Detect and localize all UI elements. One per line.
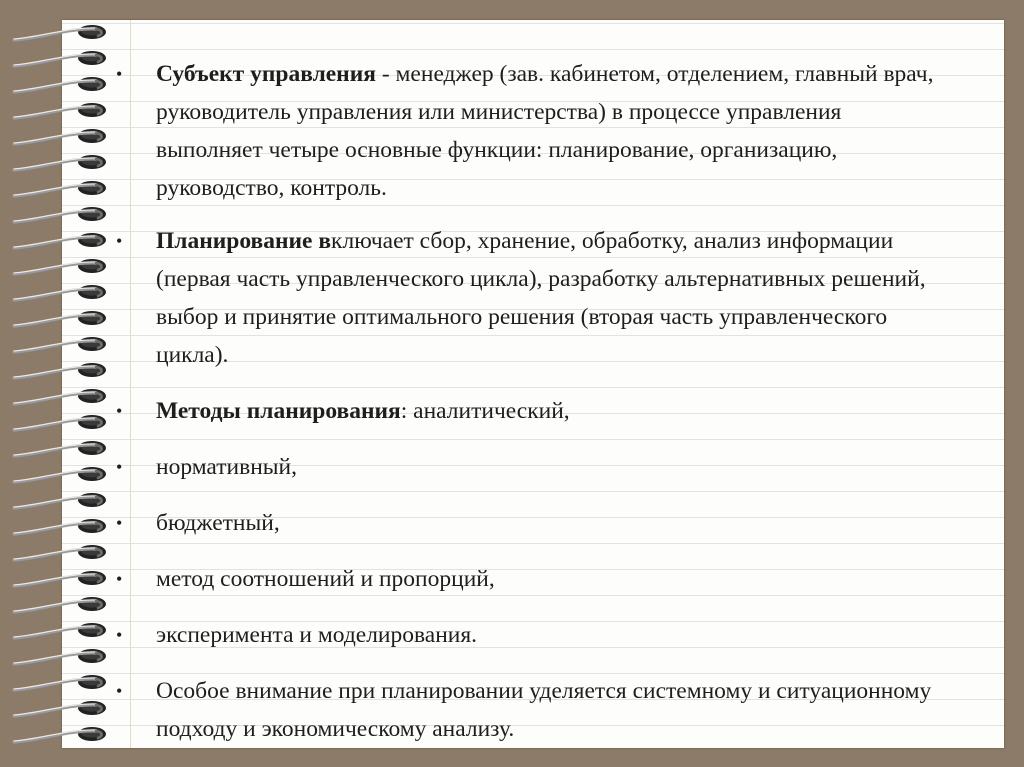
spiral-coil: [10, 384, 110, 408]
spiral-coil: [10, 566, 110, 590]
item-bold: Методы планирования: [156, 398, 401, 424]
list-item: [108, 392, 948, 430]
spiral-coil: [10, 332, 110, 356]
spiral-coil: [10, 254, 110, 278]
spiral-coil: [10, 410, 110, 434]
spiral-coil: [10, 228, 110, 252]
item-text: нормативный,: [156, 454, 298, 480]
spiral-binding: [0, 20, 123, 760]
spiral-coil: [10, 488, 110, 512]
bullet-icon: •: [116, 64, 123, 84]
spiral-coil: [10, 150, 110, 174]
spiral-coil: [10, 592, 110, 616]
item-text: ключает сбор, хранение, обработку, анализ информации (первая часть управленческого цикла), разработку альтернативных решений, выбор и принятие оптимального решения (вторая часть управленческого цикла).: [156, 228, 926, 368]
item-text: Особое внимание при планировании уделяется системному и ситуационному подходу и экономическому анализу.: [156, 678, 932, 742]
item-text: бюджетный,: [156, 510, 280, 536]
spiral-coil: [10, 358, 110, 382]
spiral-coil: [10, 462, 110, 486]
spiral-coil: [10, 670, 110, 694]
bullet-icon: •: [116, 401, 123, 421]
list-item: [108, 672, 948, 748]
bullet-icon: •: [116, 681, 123, 701]
spiral-coil: [10, 722, 110, 746]
spiral-coil: [10, 280, 110, 304]
list-item: [108, 616, 948, 654]
item-text: метод соотношений и пропорций,: [156, 566, 495, 592]
spiral-coil: [10, 644, 110, 668]
item-bold: Субъект управления: [156, 61, 376, 87]
spiral-coil: [10, 124, 110, 148]
bullet-icon: •: [116, 231, 123, 251]
spiral-coil: [10, 72, 110, 96]
bullet-icon: •: [116, 513, 123, 533]
bullet-icon: •: [116, 569, 123, 589]
list-item: [108, 560, 948, 598]
spiral-coil: [10, 514, 110, 538]
slide-content: [108, 55, 948, 748]
bullet-list: [108, 55, 948, 748]
list-item: [108, 448, 948, 486]
spiral-coil: [10, 436, 110, 460]
item-text: - менеджер (зав. кабинетом, отделением, главный врач, руководитель управления или министерства) в процессе управления выполняет четыре основные функции: планирование, организацию, руководство, контроль.: [156, 61, 934, 201]
item-text: эксперимента и моделирования.: [156, 622, 478, 648]
list-item: [108, 55, 948, 207]
bullet-icon: •: [116, 625, 123, 645]
spiral-coil: [10, 20, 110, 44]
list-item: [108, 222, 948, 374]
spiral-coil: [10, 46, 110, 70]
bullet-icon: •: [116, 457, 123, 477]
spiral-coil: [10, 98, 110, 122]
spiral-coil: [10, 176, 110, 200]
spiral-coil: [10, 696, 110, 720]
item-text: : аналитический,: [400, 398, 570, 424]
item-bold: Планирование в: [156, 228, 332, 254]
spiral-coil: [10, 306, 110, 330]
spiral-coil: [10, 202, 110, 226]
spiral-coil: [10, 540, 110, 564]
list-item: [108, 504, 948, 542]
spiral-coil: [10, 618, 110, 642]
